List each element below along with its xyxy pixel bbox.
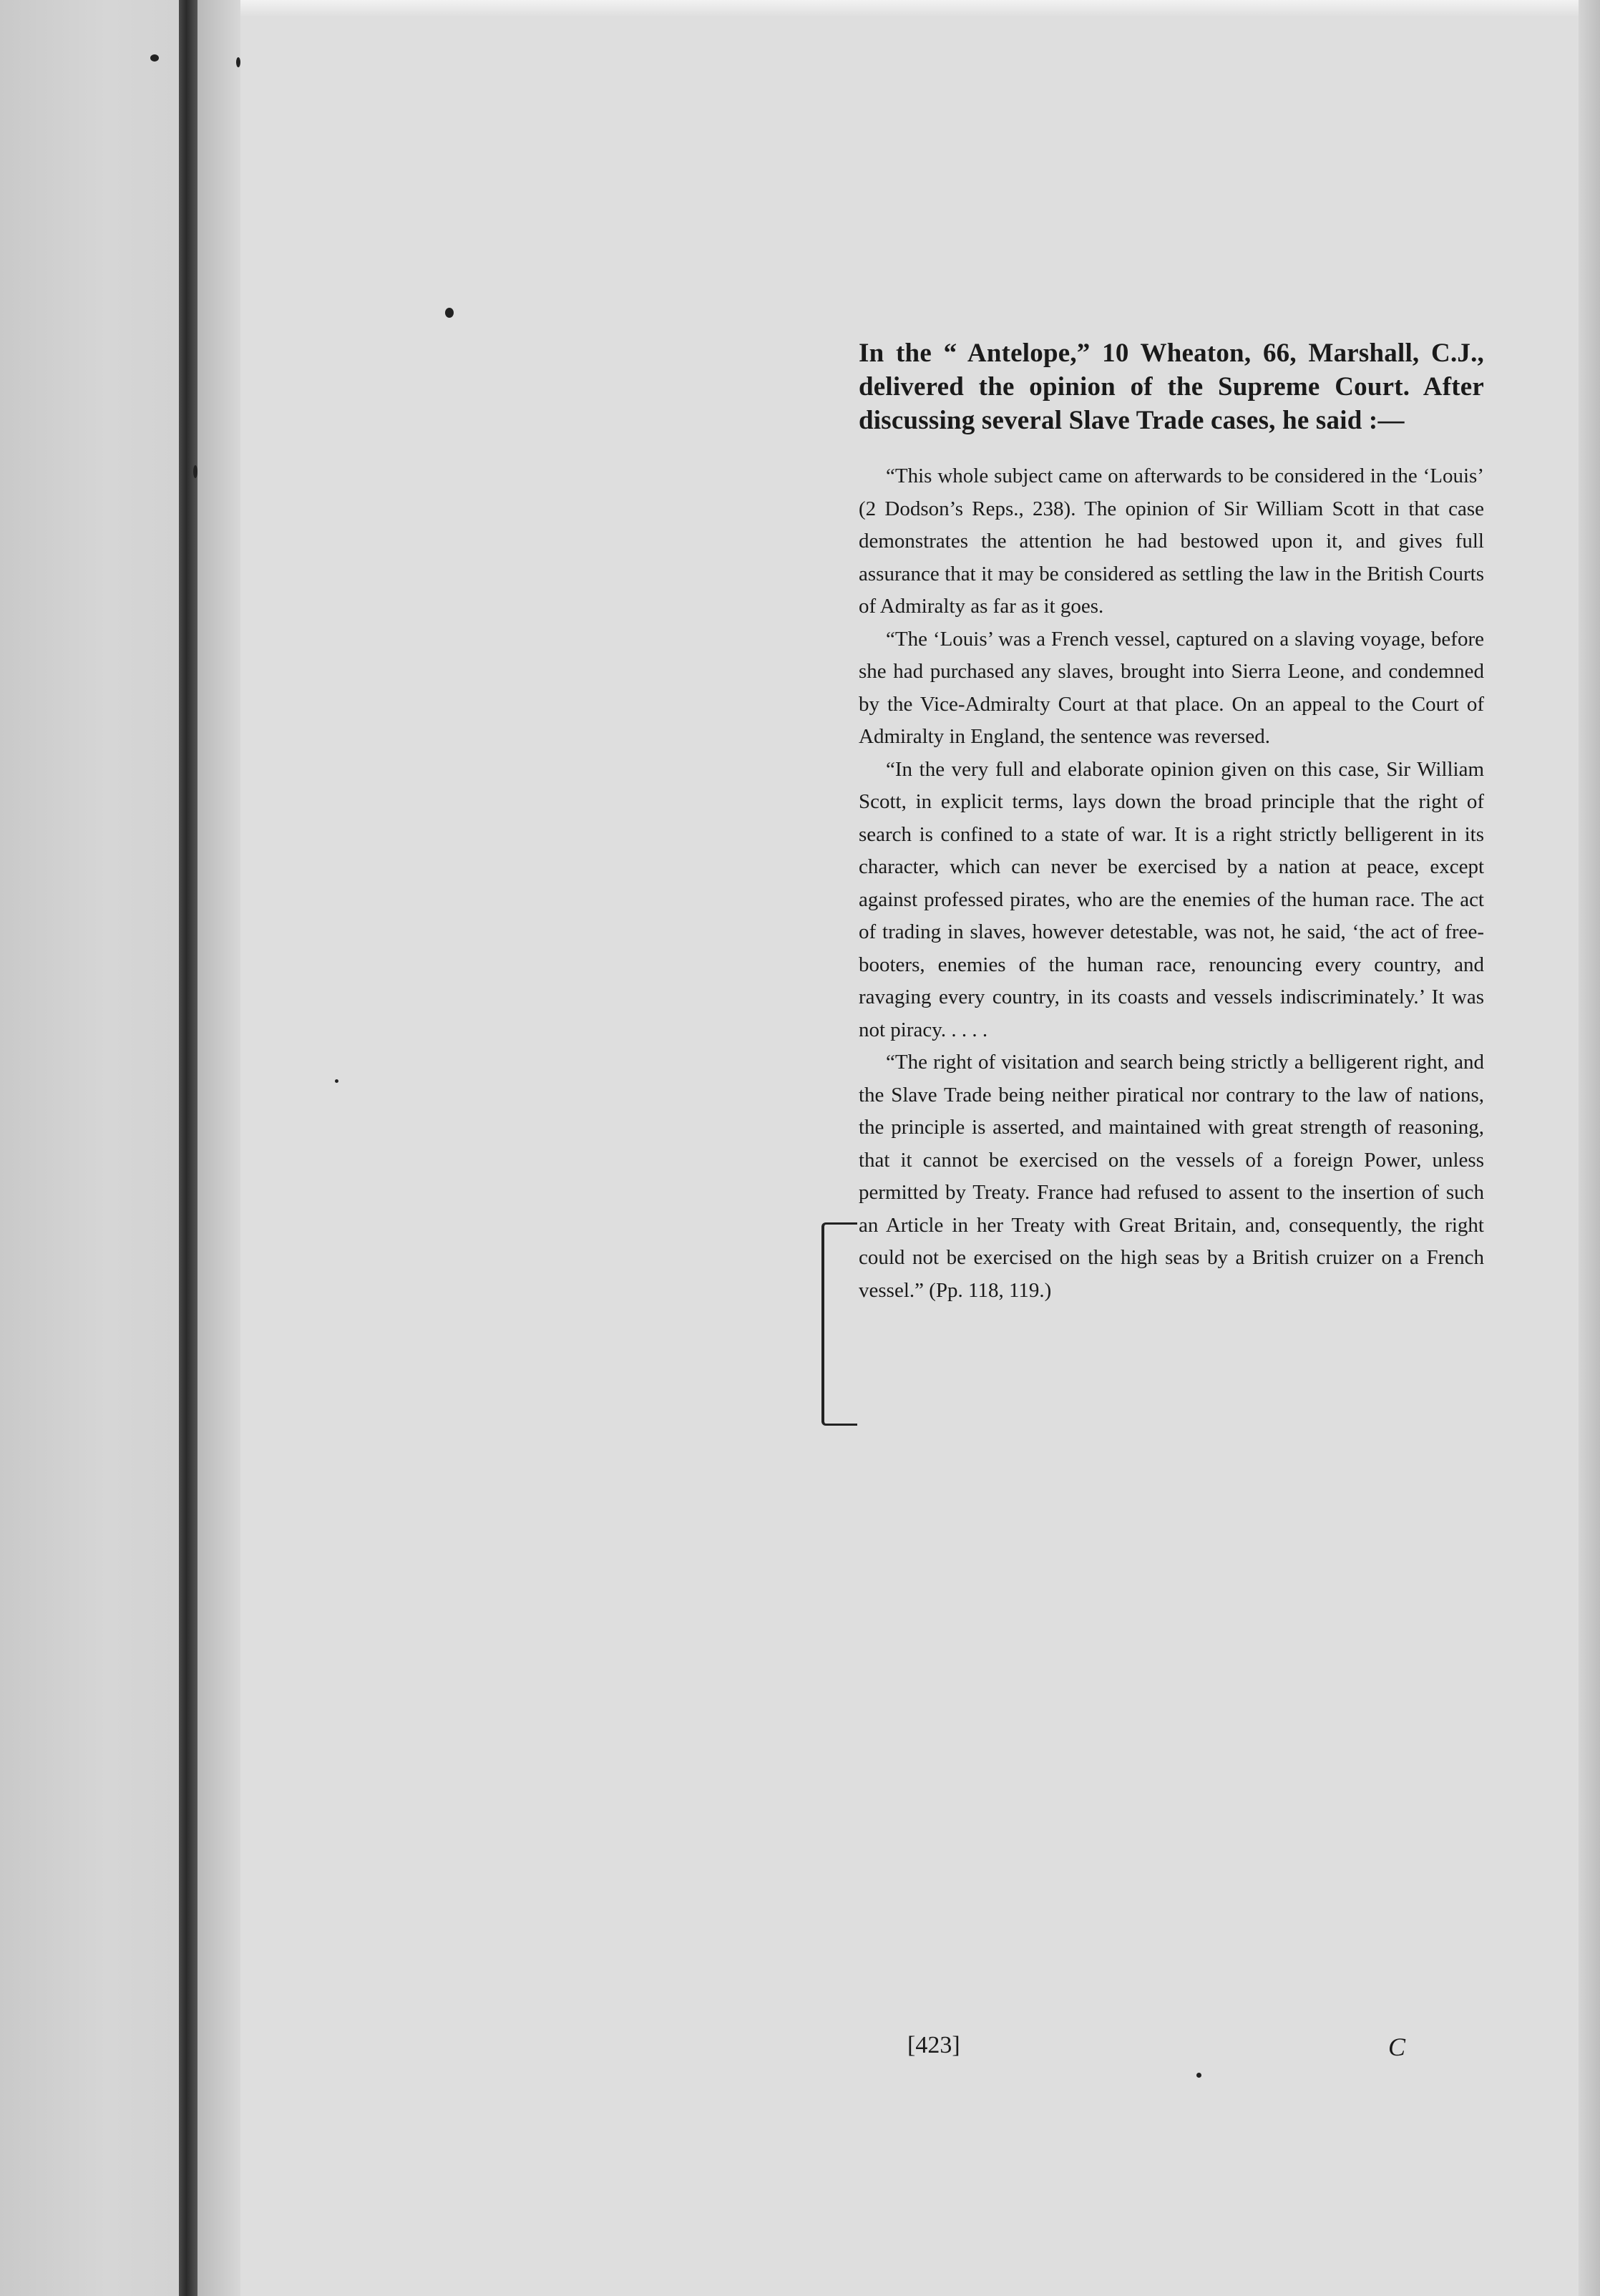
scan-speck — [150, 54, 159, 62]
page-right-edge — [1579, 0, 1600, 2296]
page-top-edge — [240, 0, 1579, 17]
paragraph-2: “The ‘Louis’ was a French vessel, captured on a slaving voyage, before she had purchased any slaves, brought into Sierra Leone, and condemned by the Vice-Admiralty Court at that place. On an appeal to the Court of Admiralty in England, the sentence was reversed. — [859, 627, 1484, 748]
signature-mark: C — [1388, 2033, 1406, 2061]
text-column — [859, 336, 1484, 1307]
page-number: [423] — [907, 2032, 960, 2058]
scan-speck — [236, 57, 240, 67]
gutter-shadow — [197, 0, 240, 2296]
paragraph-1: “This whole subject came on afterwards to be considered in the ‘Louis’ (2 Dodson’s Reps., 238). The opinion of Sir William Scott in that case demonstrates the attention he had bestowed upon it, and gives full assurance that it may be considered as settling the law in the British Courts of Admiralty as far as it goes. — [859, 464, 1484, 618]
section-heading: In the “ Antelope,” 10 Wheaton, 66, Marshall, C.J., delivered the opinion of the Supreme Court. After discussing several Slave Trade cases, he said :— — [859, 339, 1484, 435]
scan-speck — [193, 465, 197, 478]
book-binding — [179, 0, 197, 2296]
facing-page-edge — [0, 0, 179, 2296]
scan-speck — [335, 1079, 338, 1083]
margin-bracket — [821, 1222, 857, 1426]
paragraph-3: “In the very full and elaborate opinion given on this case, Sir William Scott, in explicit terms, lays down the broad principle that the right of search is confined to a state of war. It is a right strictly belligerent in its character, which can never be exercised by a nation at peace, except against professed pirates, who are the enemies of the human race. The act of trading in slaves, however detestable, was not, he said, ‘the act of free-booters, enemies of the human race, renouncing every country, and ravaging every country, in its coasts and vessels indiscriminately.’ It was not piracy. . . . . — [859, 757, 1484, 1041]
paragraph-4: “The right of visitation and search being strictly a belligerent right, and the Slave Trade being neither piratical nor contrary to the law of nations, the principle is asserted, and maintained with great strength of reasoning, that it cannot be exercised on the vessels of a foreign Power, unless permitted by Treaty. France had refused to assent to the insertion of such an Article in her Treaty with Great Britain, and, consequently, the right could not be exercised on the high seas by a British cruizer on a French vessel.” (Pp. 118, 119.) — [859, 1051, 1484, 1302]
scan-speck — [445, 308, 454, 318]
scan-speck — [1196, 2073, 1201, 2078]
